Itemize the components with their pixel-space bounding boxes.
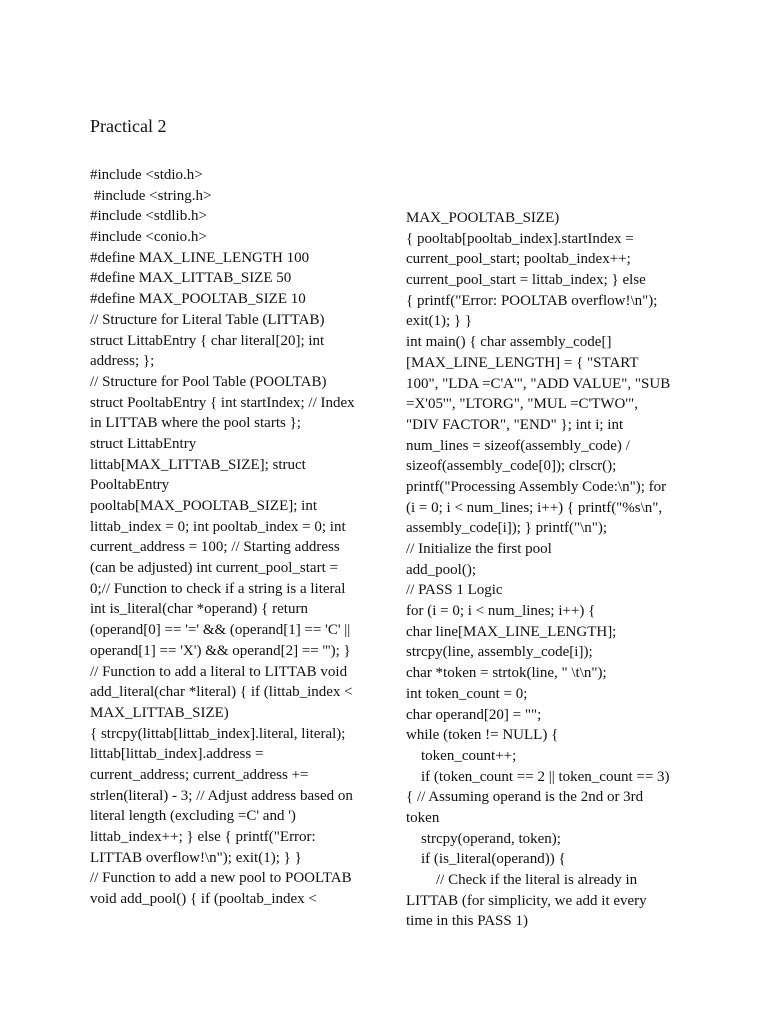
code-line: (operand[0] == '=' && (operand[1] == 'C' || [90, 622, 351, 639]
code-line: address; }; [90, 353, 155, 370]
code-line: { // Assuming operand is the 2nd or 3rd [406, 789, 644, 806]
code-line: add_literal(char *literal) { if (littab_index < [90, 684, 353, 701]
code-line: printf("Processing Assembly Code:\n"); for [406, 478, 667, 495]
code-line: littab[littab_index].address = [90, 746, 264, 763]
code-line: exit(1); } } [406, 313, 473, 330]
code-line: { pooltab[pooltab_index].startIndex = [406, 230, 634, 247]
code-line: strlen(literal) - 3; // Adjust address based on [90, 787, 353, 804]
code-line: MAX_LITTAB_SIZE) [90, 704, 229, 721]
code-line: // Function to add a new pool to POOLTAB [90, 870, 352, 887]
code-line: 100", "LDA =C'A'", "ADD VALUE", "SUB [406, 375, 671, 392]
code-line: #include <stdio.h> [90, 167, 203, 183]
code-line: (i = 0; i < num_lines; i++) { printf("%s\n", [406, 499, 663, 516]
code-line: // Structure for Pool Table (POOLTAB) [90, 373, 327, 390]
code-line: MAX_POOLTAB_SIZE) [406, 210, 560, 226]
code-line: LITTAB (for simplicity, we add it every [406, 892, 647, 909]
code-line: // Check if the literal is already in [406, 872, 638, 888]
code-line: #include <conio.h> [90, 229, 207, 246]
code-line: { printf("Error: POOLTAB overflow!\n"); [406, 292, 658, 309]
code-line: littab_index = 0; int pooltab_index = 0; int [90, 518, 346, 535]
code-line: LITTAB overflow!\n"); exit(1); } } [90, 849, 302, 866]
code-line: =X'05'", "LTORG", "MUL =C'TWO'", [406, 396, 638, 413]
code-line: #define MAX_POOLTAB_SIZE 10 [90, 291, 306, 308]
code-line: (can be adjusted) int current_pool_start = [90, 560, 338, 577]
code-line: [MAX_LINE_LENGTH] = { "START [406, 354, 639, 371]
code-line: operand[1] == 'X') && operand[2] == '''); } [90, 642, 351, 659]
code-line: time in this PASS 1) [406, 913, 528, 930]
code-line: num_lines = sizeof(assembly_code) / [406, 437, 630, 454]
code-line: { strcpy(littab[littab_index].literal, literal); [90, 725, 346, 742]
code-line: // Function to add a literal to LITTAB void [90, 663, 348, 680]
code-line: current_address = 100; // Starting address [90, 539, 340, 556]
page-title: Practical 2 [90, 116, 167, 136]
code-line: 0;// Function to check if a string is a literal [90, 580, 346, 597]
code-line: void add_pool() { if (pooltab_index < [90, 891, 317, 908]
code-line: struct LittabEntry { char literal[20]; int [90, 332, 325, 349]
code-line: char operand[20] = ""; [406, 706, 542, 723]
code-line: pooltab[MAX_POOLTAB_SIZE]; int [90, 498, 317, 514]
code-line: token [406, 809, 440, 826]
code-line: while (token != NULL) { [406, 727, 559, 744]
code-line: #include <stdlib.h> [90, 208, 207, 225]
code-line: current_address; current_address += [90, 766, 309, 783]
code-line: struct LittabEntry [90, 435, 197, 452]
right-code-column [406, 208, 696, 932]
code-line: int main() { char assembly_code[] [406, 334, 612, 351]
code-line: if (token_count == 2 || token_count == 3) [406, 768, 670, 785]
code-line: // Initialize the first pool [406, 541, 552, 557]
code-line: strcpy(line, assembly_code[i]); [406, 644, 593, 661]
code-line: littab_index++; } else { printf("Error: [90, 829, 316, 845]
code-line: add_pool(); [406, 561, 476, 578]
code-line: literal length (excluding =C' and ') [90, 808, 296, 825]
code-line: "DIV FACTOR", "END" }; int i; int [406, 416, 624, 433]
code-line: for (i = 0; i < num_lines; i++) { [406, 603, 596, 620]
code-line: sizeof(assembly_code[0]); clrscr(); [406, 458, 617, 475]
left-code-column [90, 165, 380, 910]
code-line: #include <string.h> [90, 187, 212, 204]
code-line: if (is_literal(operand)) { [406, 851, 566, 868]
code-line: int token_count = 0; [406, 685, 528, 702]
code-line: struct PooltabEntry { int startIndex; // Index [90, 394, 355, 411]
code-line: #define MAX_LITTAB_SIZE 50 [90, 270, 292, 287]
code-line: littab[MAX_LITTAB_SIZE]; struct [90, 456, 306, 473]
code-line: PooltabEntry [90, 477, 170, 494]
code-line: current_pool_start; pooltab_index++; [406, 251, 631, 268]
code-line: token_count++; [406, 747, 517, 764]
code-line: strcpy(operand, token); [406, 830, 561, 847]
code-line: // PASS 1 Logic [406, 582, 503, 599]
code-line: int is_literal(char *operand) { return [90, 601, 308, 618]
code-line: // Structure for Literal Table (LITTAB) [90, 311, 325, 328]
code-line: #define MAX_LINE_LENGTH 100 [90, 249, 310, 266]
code-line: current_pool_start = littab_index; } else [406, 272, 646, 289]
code-line: char line[MAX_LINE_LENGTH]; [406, 623, 617, 640]
code-line: char *token = strtok(line, " \t\n"); [406, 665, 607, 682]
code-line: assembly_code[i]); } printf("\n"); [406, 520, 608, 537]
code-line: in LITTAB where the pool starts }; [90, 415, 301, 432]
